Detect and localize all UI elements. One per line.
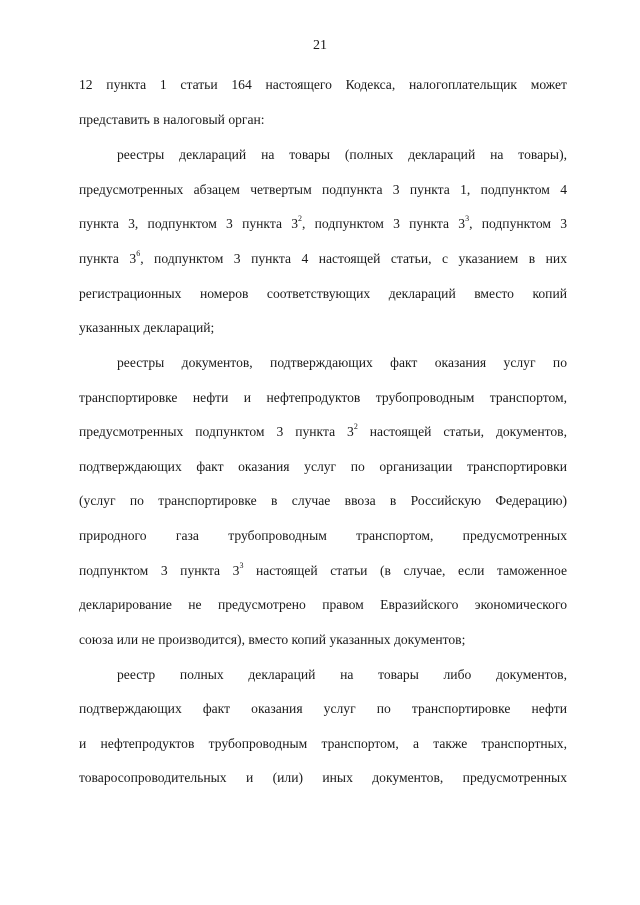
text-line: предусмотренных абзацем четвертым подпункта 3 пункта 1, подпунктом 4 [79, 182, 567, 197]
text-line: реестры деклараций на товары (полных деклараций на товары), [117, 147, 567, 162]
text-line: декларирование не предусмотрено правом Евразийского экономического [79, 597, 567, 612]
text-line: и нефтепродуктов трубопроводным транспортом, а также транспортных, [79, 736, 567, 751]
text-line: представить в налоговый орган: [79, 112, 265, 127]
text-line: регистрационных номеров соответствующих деклараций вместо копий [79, 286, 567, 301]
text-line: транспортировке нефти и нефтепродуктов трубопроводным транспортом, [79, 390, 567, 405]
text-line: подпунктом 3 пункта $3^3$ настоящей статьи (в случае, если таможенное [79, 561, 567, 578]
text-line: указанных деклараций; [79, 320, 215, 335]
text-line: товаросопроводительных и (или) иных документов, предусмотренных [79, 770, 567, 785]
text-line: пункта $3^6$, подпунктом 3 пункта 4 настоящей статьи, с указанием в них [79, 249, 567, 266]
text-line: пункта 3, подпунктом 3 пункта $3^2$, подпунктом 3 пункта $3^3$, подпунктом 3 [79, 214, 568, 231]
text-line: (услуг по транспортировке в случае ввоза в Российскую Федерацию) [79, 493, 567, 508]
text-line: подтверждающих факт оказания услуг по организации транспортировки [79, 459, 567, 474]
page-number: 21 [313, 38, 327, 53]
text-line: природного газа трубопроводным транспортом, предусмотренных [79, 528, 567, 543]
text-line: 12 пункта 1 статьи 164 настоящего Кодекса, налогоплательщик может [79, 77, 567, 92]
text-line: подтверждающих факт оказания услуг по транспортировке нефти [79, 701, 567, 716]
text-line: предусмотренных подпунктом 3 пункта $3^2$ настоящей статьи, документов, [79, 422, 567, 439]
text-line: реестры документов, подтверждающих факт оказания услуг по [117, 355, 567, 370]
text-line: союза или не производится), вместо копий указанных документов; [79, 632, 466, 647]
text-line: реестр полных деклараций на товары либо документов, [117, 667, 567, 682]
